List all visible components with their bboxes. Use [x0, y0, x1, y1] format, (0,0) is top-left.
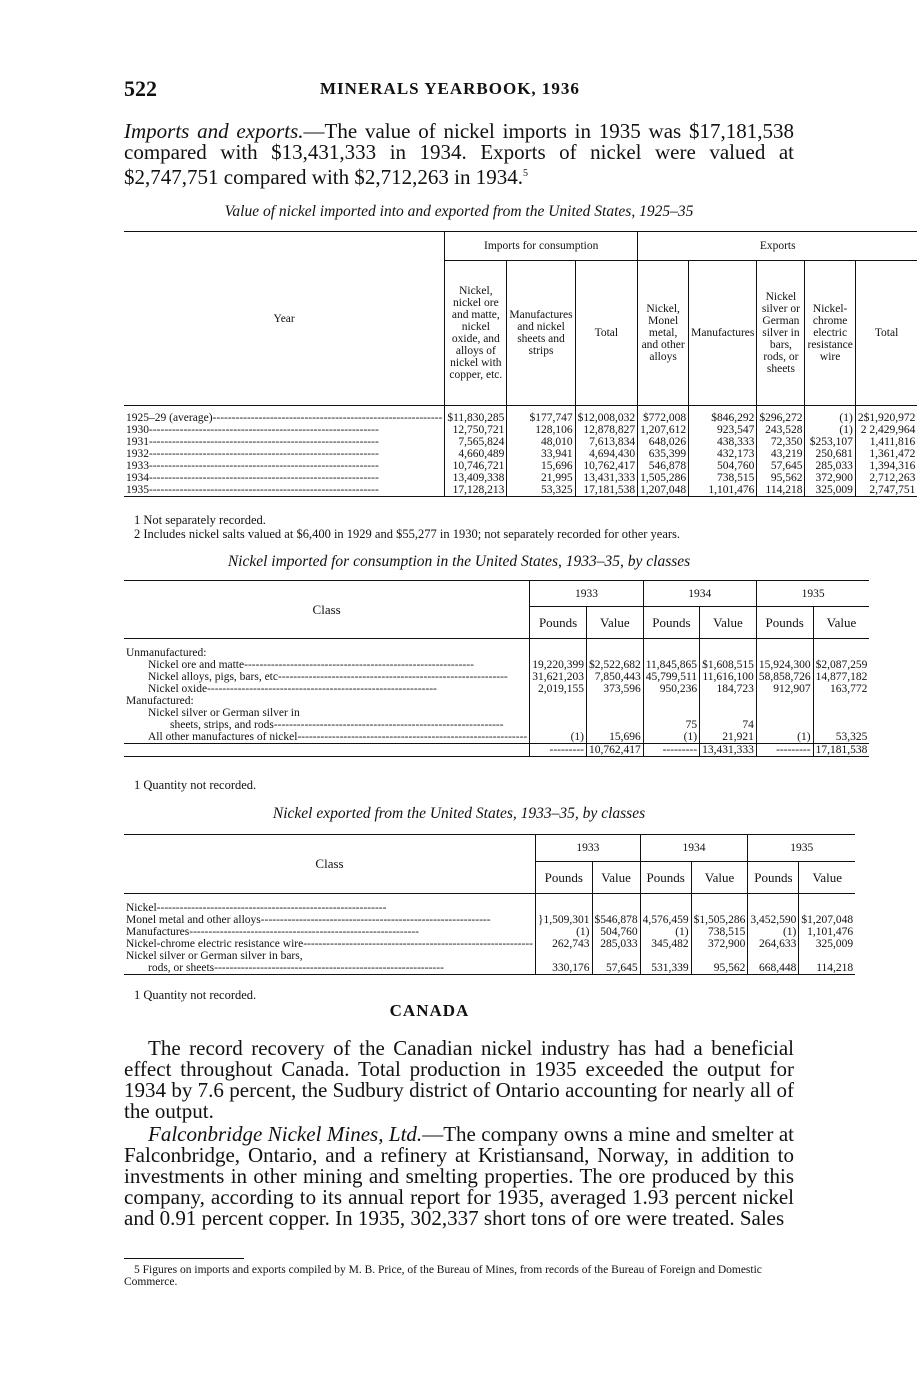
row-label-text: Nickel oxide: [148, 682, 208, 695]
value-cell: [756, 695, 813, 707]
value-cell: [700, 647, 757, 659]
table-row: [124, 671, 869, 683]
table2-title: Nickel imported for consumption in the United States, 1933–35, by classes: [227, 553, 691, 570]
t3-body: [124, 902, 855, 975]
row-label-text: 1932: [126, 447, 149, 460]
page-footnote: 5 Figures on imports and exports compiled by M. B. Price, of the Bureau of Mines, from records of the Bureau of Foreign and Domestic Commerce.: [124, 1264, 762, 1288]
value-cell: 13,431,333: [575, 472, 638, 484]
table-row: [124, 412, 917, 424]
value-cell: 15,924,300: [756, 659, 813, 671]
value-cell: 264,633: [748, 938, 799, 950]
value-cell: 17,128,213: [445, 484, 507, 497]
value-cell: [813, 695, 869, 707]
value-cell: [691, 902, 748, 914]
t2-body: [124, 647, 869, 757]
leader-dots: ------------------------------------------------------------: [189, 925, 420, 938]
class-cell: [124, 683, 530, 695]
class-cell: [124, 707, 530, 719]
value-cell: 3,452,590: [748, 914, 799, 926]
table-row: [124, 938, 855, 950]
value-cell: [586, 719, 643, 731]
value-cell: [592, 902, 640, 914]
leader-dots: ------------------------------------------------------------: [214, 961, 444, 974]
value-cell: 75: [643, 719, 699, 731]
table-row: [124, 647, 869, 659]
t1-footnote-2: 2 Includes nickel salts valued at $6,400 in 1929 and $55,277 in 1930; not separately recorded for other years.: [134, 527, 681, 541]
value-cell: 1,101,476: [807, 925, 854, 938]
value-cell: 531,339: [640, 962, 691, 975]
value-cell: 4,694,430: [575, 448, 638, 460]
row-label-text: Monel metal and other alloys: [126, 913, 261, 926]
t2-sub-value: Value: [700, 607, 757, 639]
table-row: [124, 460, 917, 472]
class-cell: [124, 926, 535, 938]
t1-col-e2: Manufactures: [689, 261, 757, 406]
table3-title: Nickel exported from the United States, 1933–35, by classes: [272, 805, 646, 822]
year-cell: [124, 424, 445, 436]
value-cell: 17,181,538: [575, 484, 638, 497]
class-cell: [124, 914, 535, 926]
t3-sub-value: Value: [799, 862, 855, 894]
intro-footnote-ref: 5: [522, 168, 528, 179]
t1-col-e5: Total: [855, 261, 917, 406]
t1-col-i2: Manufactures and nickel sheets and strips: [507, 261, 575, 406]
value-cell: 95,562: [757, 472, 805, 484]
value-cell: $177,747: [507, 412, 575, 424]
t1-body: [124, 412, 917, 497]
class-cell: [124, 962, 535, 975]
table-row: [124, 914, 855, 926]
value-cell: 4,576,459: [640, 914, 691, 926]
value-cell: 12,750,721: [445, 424, 507, 436]
t2-sub-value: Value: [586, 607, 643, 639]
row-label-text: 1935: [126, 483, 149, 496]
table-row: [124, 926, 855, 938]
value-cell: (1): [805, 424, 855, 436]
value-cell: 12,878,827: [575, 424, 638, 436]
table-row: [124, 683, 869, 695]
page-number: 522: [124, 76, 157, 101]
row-label-text: 1931: [126, 435, 149, 448]
leader-dots: ------------------------------------------------------------: [149, 435, 379, 448]
value-cell: 10,762,417: [586, 743, 643, 756]
value-cell: 57,645: [757, 460, 805, 472]
t3-sub-pounds: Pounds: [535, 862, 592, 894]
leader-dots: ------------------------------------------------------------: [156, 901, 387, 914]
class-cell: [124, 695, 530, 707]
value-cell: $546,878: [592, 914, 640, 926]
value-cell: 432,173: [689, 448, 757, 460]
year-cell: [124, 484, 445, 497]
t2-year-1934: 1934: [643, 581, 756, 607]
running-head: MINERALS YEARBOOK, 1936: [320, 79, 580, 98]
t3-footnote-1: 1 Quantity not recorded.: [134, 988, 257, 1002]
value-cell: [586, 695, 643, 707]
section-heading-canada: CANADA: [389, 1001, 470, 1020]
value-cell: $2,087,259: [815, 658, 868, 671]
value-cell: [592, 950, 640, 962]
leader-dots: ------------------------------------------------------------: [149, 471, 379, 484]
value-cell: 262,743: [535, 938, 592, 950]
value-cell: 243,528: [757, 424, 805, 436]
row-label-text: Nickel ore and matte: [148, 658, 245, 671]
table1: [124, 231, 917, 497]
value-cell: 48,010: [507, 436, 575, 448]
value-cell: 285,033: [805, 460, 855, 472]
value-cell: $846,292: [689, 412, 757, 424]
class-cell: [124, 731, 530, 744]
value-cell: ---------: [530, 743, 587, 756]
value-cell: 2,712,263: [869, 471, 916, 484]
value-cell: $296,272: [757, 412, 805, 424]
leader-dots: ------------------------------------------------------------: [149, 483, 379, 496]
table-row: [124, 902, 855, 914]
t2-sub-pounds: Pounds: [643, 607, 699, 639]
t3-year-1933: 1933: [535, 835, 640, 862]
value-cell: (1): [756, 731, 813, 744]
value-cell: 72,350: [757, 436, 805, 448]
value-cell: 4,660,489: [445, 448, 507, 460]
value-cell: 504,760: [689, 460, 757, 472]
class-cell: [124, 938, 535, 950]
row-label-text: Nickel silver or German silver in bars,: [126, 949, 303, 962]
t3-year-1934: 1934: [640, 835, 748, 862]
year-cell: [124, 472, 445, 484]
value-cell: 15,696: [507, 460, 575, 472]
value-cell: 95,562: [691, 962, 748, 975]
footnote-rule: [124, 1258, 244, 1259]
value-cell: 33,941: [507, 448, 575, 460]
value-cell: 250,681: [805, 448, 855, 460]
value-cell: 21,921: [700, 731, 757, 744]
value-cell: 10,746,721: [445, 460, 507, 472]
t1-group-exports: Exports: [638, 232, 917, 261]
leader-dots: ------------------------------------------------------------: [149, 423, 379, 436]
value-cell: 912,907: [756, 683, 813, 695]
value-cell: [813, 707, 869, 719]
value-cell: 635,399: [638, 448, 689, 460]
value-cell: [535, 902, 592, 914]
table-row: [124, 707, 869, 719]
value-cell: [586, 647, 643, 659]
table1-title: Value of nickel imported into and exported from the United States, 1925–35: [224, 203, 694, 220]
t1-col-i1: Nickel, nickel ore and matte, nickel oxide, and alloys of nickel with copper, etc.: [445, 261, 507, 406]
leader-dots: ------------------------------------------------------------: [244, 658, 474, 671]
value-cell: $2,522,682: [586, 659, 643, 671]
year-cell: [124, 436, 445, 448]
leader-dots: ------------------------------------------------------------: [207, 682, 437, 695]
intro-lead: Imports and exports.: [124, 119, 304, 143]
leader-dots: ------------------------------------------------------------: [149, 459, 379, 472]
value-cell: 7,613,834: [575, 436, 638, 448]
canada-paragraph-2: [124, 1124, 794, 1229]
value-cell: ---------: [643, 743, 699, 756]
row-label-text: 1934: [126, 471, 149, 484]
year-cell: [124, 460, 445, 472]
value-cell: [813, 647, 869, 659]
value-cell: 1,411,816: [869, 435, 916, 448]
table-row: [124, 448, 917, 460]
value-cell: 10,762,417: [575, 460, 638, 472]
value-cell: 15,696: [586, 731, 643, 744]
table2: [124, 580, 869, 757]
row-label-text: 1933: [126, 459, 149, 472]
value-cell: 1,394,316: [869, 459, 916, 472]
value-cell: [640, 902, 691, 914]
row-label-text: Nickel silver or German silver in: [148, 706, 300, 719]
value-cell: 2,019,155: [530, 683, 587, 695]
value-cell: [799, 902, 855, 914]
value-cell: $772,008: [638, 412, 689, 424]
value-cell: 11,616,100: [700, 671, 757, 683]
t2-year-1933: 1933: [530, 581, 644, 607]
leader-dots: ------------------------------------------------------------: [277, 670, 508, 683]
value-cell: 345,482: [640, 938, 691, 950]
value-cell: 950,236: [643, 683, 699, 695]
table-row: [124, 719, 869, 731]
value-cell: 45,799,511: [643, 671, 699, 683]
value-cell: }1,509,301: [535, 914, 592, 926]
value-cell: 325,009: [805, 484, 855, 497]
value-cell: 7,850,443: [586, 671, 643, 683]
value-cell: 31,621,203: [530, 671, 587, 683]
value-cell: 13,409,338: [445, 472, 507, 484]
table3: [124, 834, 855, 975]
value-cell: ---------: [756, 743, 813, 756]
t2-sub-pounds: Pounds: [530, 607, 587, 639]
class-cell: [124, 902, 535, 914]
value-cell: $1,207,048: [801, 913, 854, 926]
leader-dots: ------------------------------------------------------------: [260, 913, 491, 926]
value-cell: [530, 647, 587, 659]
table-row: [124, 731, 869, 744]
value-cell: 7,565,824: [445, 436, 507, 448]
value-cell: [748, 902, 799, 914]
row-label-text: Unmanufactured:: [126, 646, 207, 659]
value-cell: [813, 719, 869, 731]
leader-dots: ------------------------------------------------------------: [149, 447, 379, 460]
value-cell: (1): [748, 926, 799, 938]
t2-sub-pounds: Pounds: [756, 607, 813, 639]
value-cell: 1,101,476: [689, 484, 757, 497]
value-cell: 648,026: [638, 436, 689, 448]
value-cell: 57,645: [592, 962, 640, 975]
row-label-text: rods, or sheets: [148, 961, 215, 974]
value-cell: [640, 950, 691, 962]
value-cell: $12,008,032: [575, 412, 638, 424]
row-label-text: Nickel-chrome electric resistance wire: [126, 937, 304, 950]
value-cell: 13,431,333: [700, 743, 757, 756]
table-row: [124, 950, 855, 962]
value-cell: 668,448: [748, 962, 799, 975]
value-cell: 114,218: [816, 961, 854, 974]
row-label-text: 1930: [126, 423, 149, 436]
table-row: [124, 472, 917, 484]
value-cell: 285,033: [592, 938, 640, 950]
leader-dots: ------------------------------------------------------------: [273, 718, 504, 731]
value-cell: [643, 695, 699, 707]
intro-text: —The value of nickel imports in 1935 was $17,181,538 compared with $13,431,333 in 1934. Exports of nickel were valued at $2,747,751 compared with $2,712,263 in 1934.: [124, 119, 794, 189]
value-cell: [799, 950, 855, 962]
t1-col-year: Year: [124, 232, 445, 406]
value-cell: [691, 950, 748, 962]
t3-year-1935: 1935: [748, 835, 855, 862]
value-cell: 17,181,538: [813, 743, 869, 756]
table-row: [124, 695, 869, 707]
class-cell: [124, 647, 530, 659]
canada-para2-text: —The company owns a mine and smelter at Falconbridge, Ontario, and a refinery at Kristiansand, Norway, in addition to investments in other mining and smelting properties. The ore produced by this company, according to its annual report for 1935, averaged 1.93 percent nickel and 0.91 percent copper. In 1935, 302,337 short tons of ore were treated. Sales: [124, 1122, 794, 1230]
value-cell: 372,900: [691, 938, 748, 950]
class-cell: [124, 671, 530, 683]
leader-dots: ------------------------------------------------------------: [297, 730, 528, 743]
value-cell: $1,505,286: [691, 914, 748, 926]
value-cell: 58,858,726: [756, 671, 813, 683]
value-cell: 163,772: [829, 682, 868, 695]
t1-col-i3: Total: [575, 261, 638, 406]
value-cell: $253,107: [805, 436, 855, 448]
class-cell: [124, 950, 535, 962]
value-cell: 2 2,429,964: [860, 423, 916, 436]
value-cell: 738,515: [691, 926, 748, 938]
value-cell: [700, 695, 757, 707]
year-cell: [124, 448, 445, 460]
value-cell: 14,877,182: [815, 670, 868, 683]
value-cell: 923,547: [689, 424, 757, 436]
value-cell: 546,878: [638, 460, 689, 472]
t2-col-class: Class: [124, 581, 530, 639]
value-cell: (1): [535, 926, 592, 938]
value-cell: $1,608,515: [700, 659, 757, 671]
row-label-text: Manufactured:: [126, 694, 194, 707]
table-row: [124, 659, 869, 671]
value-cell: [756, 707, 813, 719]
t2-footnote-1: 1 Quantity not recorded.: [134, 778, 257, 792]
canada-para2-lead: Falconbridge Nickel Mines, Ltd.: [148, 1122, 423, 1146]
intro-paragraph: [124, 121, 794, 188]
value-cell: 438,333: [689, 436, 757, 448]
value-cell: [756, 719, 813, 731]
row-label-text: All other manufactures of nickel: [148, 730, 298, 743]
value-cell: 1,207,048: [638, 484, 689, 497]
value-cell: 1,505,286: [638, 472, 689, 484]
leader-dots: ------------------------------------------------------------: [303, 937, 533, 950]
value-cell: 1,207,612: [638, 424, 689, 436]
value-cell: 372,900: [805, 472, 855, 484]
t1-group-imports: Imports for consumption: [445, 232, 638, 261]
value-cell: 1,361,472: [869, 447, 916, 460]
t3-sub-value: Value: [691, 862, 748, 894]
t3-col-class: Class: [124, 835, 535, 894]
value-cell: 53,325: [835, 730, 868, 743]
value-cell: (1): [530, 731, 587, 744]
value-cell: 21,995: [507, 472, 575, 484]
value-cell: [643, 707, 699, 719]
value-cell: (1): [805, 412, 855, 424]
class-cell: [124, 719, 530, 731]
value-cell: 325,009: [815, 937, 854, 950]
value-cell: 373,596: [586, 683, 643, 695]
value-cell: (1): [640, 926, 691, 938]
value-cell: [756, 647, 813, 659]
row-label-text: Nickel: [126, 901, 157, 914]
value-cell: 114,218: [757, 484, 805, 497]
t1-footnote-1: 1 Not separately recorded.: [134, 513, 266, 527]
value-cell: [748, 950, 799, 962]
t2-year-1935: 1935: [756, 581, 869, 607]
value-cell: 738,515: [689, 472, 757, 484]
value-cell: (1): [643, 731, 699, 744]
value-cell: 74: [700, 719, 757, 731]
row-label-text: Manufactures: [126, 925, 190, 938]
class-cell: [124, 743, 530, 756]
row-label-text: sheets, strips, and rods: [170, 718, 274, 731]
t1-col-e4: Nickel-chrome electric resistance wire: [805, 261, 855, 406]
value-cell: 330,176: [535, 962, 592, 975]
class-cell: [124, 659, 530, 671]
table-row: [124, 743, 869, 756]
t1-col-e1: Nickel, Monel metal, and other alloys: [638, 261, 689, 406]
t1-col-e3: Nickel silver or German silver in bars, rods, or sheets: [757, 261, 805, 406]
row-label-text: 1925–29 (average): [126, 411, 213, 424]
value-cell: [535, 950, 592, 962]
value-cell: 11,845,865: [643, 659, 699, 671]
table-row: [124, 436, 917, 448]
value-cell: [530, 707, 587, 719]
value-cell: [643, 647, 699, 659]
value-cell: [530, 695, 587, 707]
value-cell: 53,325: [507, 484, 575, 497]
table-row: [124, 424, 917, 436]
leader-dots: ------------------------------------------------------------: [212, 411, 443, 424]
canada-paragraph-1: The record recovery of the Canadian nickel industry has had a beneficial effect throughout Canada. Total production in 1935 exceeded the output for 1934 by 7.6 percent, the Sudbury district of Ontario accounting for nearly all of the output.: [124, 1036, 794, 1123]
value-cell: [586, 707, 643, 719]
value-cell: 19,220,399: [530, 659, 587, 671]
t3-sub-value: Value: [592, 862, 640, 894]
value-cell: 128,106: [507, 424, 575, 436]
t3-sub-pounds: Pounds: [748, 862, 799, 894]
table-row: [124, 484, 917, 497]
value-cell: 43,219: [757, 448, 805, 460]
t2-sub-value: Value: [813, 607, 869, 639]
row-label-text: Nickel alloys, pigs, bars, etc: [148, 670, 278, 683]
table-row: [124, 962, 855, 975]
page-header: [124, 76, 794, 102]
value-cell: 184,723: [700, 683, 757, 695]
value-cell: 2$1,920,972: [857, 411, 916, 424]
value-cell: 2,747,751: [855, 484, 917, 497]
t3-sub-pounds: Pounds: [640, 862, 691, 894]
value-cell: [530, 719, 587, 731]
value-cell: [700, 707, 757, 719]
year-cell: [124, 412, 445, 424]
value-cell: 504,760: [592, 926, 640, 938]
value-cell: $11,830,285: [445, 412, 507, 424]
